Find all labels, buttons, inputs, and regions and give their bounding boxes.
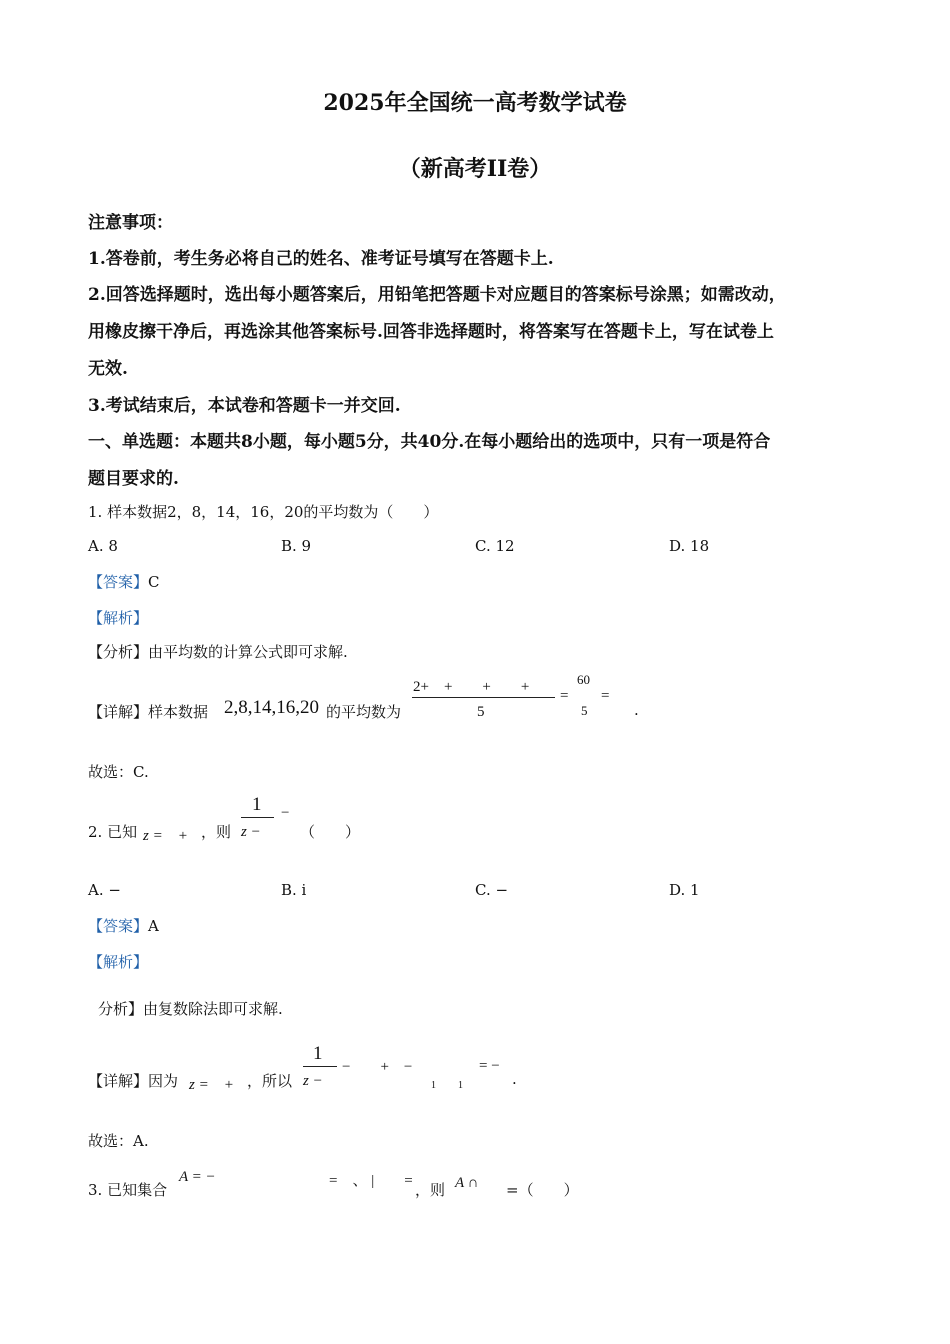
q2-end: . [512, 1070, 517, 1088]
notice-item-2-line-2: 用橡皮擦干净后，再选涂其他答案标号.回答非选择题时，将答案写在答题卡上，写在试卷上 [88, 322, 774, 342]
q1-detail-data: 2,8,14,16,20 [224, 697, 319, 718]
q2-stem-prefix: 2. 已知 [88, 823, 138, 841]
q2-fraction-denominator: z − [241, 824, 261, 840]
q1-answer: C [148, 573, 160, 591]
notice-item-1: 1.答卷前，考生务必将自己的姓名、准考证号填写在答题卡上. [88, 249, 554, 269]
q3-set-mid: = 、 | = [329, 1173, 413, 1189]
q1-detail-mid: 的平均数为 [326, 703, 402, 721]
q1-analysis-tag: 【解析】 [88, 609, 149, 627]
q2-fraction-numerator: 1 [252, 794, 262, 815]
q2-stem-mid: ，则 [201, 823, 232, 841]
section-heading-line-1: 一、单选题：本题共8小题，每小题5分，共40分.在每小题给出的选项中，只有一项是符合 [88, 432, 771, 452]
q2-blank: （ ） [300, 823, 361, 841]
notice-heading: 注意事项： [88, 213, 173, 233]
q2-detail-fraction-denominator: z − [303, 1073, 323, 1089]
q2-minus: − [281, 805, 290, 821]
q2-option-b: B. i [281, 881, 307, 899]
q1-fraction-denominator: 5 [477, 704, 485, 720]
exam-subtitle: （新高考II卷） [398, 156, 552, 182]
q2-detail-z: z = + [189, 1077, 234, 1093]
q2-detail-tail: = − [479, 1058, 500, 1074]
q1-fraction-bar [412, 697, 555, 698]
q1-end: . [634, 701, 639, 719]
q2-detail-mid: ，所以 [247, 1072, 293, 1090]
q1-fenxi: 【分析】由平均数的计算公式即可求解. [88, 643, 348, 661]
q2-z-expression: z = + [143, 828, 188, 844]
q2-answer-row [88, 915, 159, 936]
q1-option-c: C. 12 [475, 537, 515, 555]
q3-stem-mid: ，则 [415, 1181, 446, 1199]
q2-detail-small-2: 1 [458, 1080, 463, 1091]
q2-fenxi: 分析】由复数除法即可求解. [98, 1000, 283, 1018]
q2-detail-fraction-bar [303, 1066, 337, 1067]
answer-tag: 【答案】 [88, 917, 149, 935]
q2-detail-small-1: 1 [431, 1080, 436, 1091]
q2-fraction-bar [241, 817, 274, 818]
q1-stem: 1. 样本数据2，8，14，16，20的平均数为（ ） [88, 503, 439, 521]
q2-detail-fraction-numerator: 1 [313, 1043, 323, 1064]
q2-analysis-tag: 【解析】 [88, 953, 149, 971]
q2-detail-rest: − + − [342, 1059, 413, 1075]
q1-conclusion: 故选：C. [88, 763, 149, 781]
q1-answer-row [88, 571, 160, 592]
q1-equals-1: = [560, 688, 569, 704]
q2-detail-prefix: 【详解】因为 [88, 1072, 179, 1090]
q2-conclusion: 故选：A. [88, 1132, 149, 1150]
q1-fraction2-denominator: 5 [581, 703, 588, 718]
q1-fraction2-numerator: 60 [577, 672, 590, 687]
q3-set-a: A = − [179, 1169, 216, 1185]
exam-title: 2025年全国统一高考数学试卷 [323, 90, 627, 116]
q2-option-d: D. 1 [669, 881, 700, 899]
q1-option-a: A. 8 [88, 537, 118, 555]
q3-stem-prefix: 3. 已知集合 [88, 1181, 168, 1199]
q2-option-a: A. − [88, 881, 121, 899]
q3-blank: =（ ） [506, 1181, 579, 1199]
q1-equals-2: = [601, 688, 610, 704]
q2-option-c: C. − [475, 881, 509, 899]
q2-answer: A [148, 917, 159, 935]
q1-option-d: D. 18 [669, 537, 710, 555]
q1-fraction-numerator: 2+ + + + [413, 679, 530, 695]
notice-item-2-line-3: 无效. [88, 359, 128, 379]
notice-item-3: 3.考试结束后，本试卷和答题卡一并交回. [88, 396, 401, 416]
section-heading-line-2: 题目要求的. [88, 469, 179, 489]
q1-detail-prefix: 【详解】样本数据 [88, 703, 209, 721]
q3-expression: A ∩ [455, 1175, 479, 1191]
q1-option-b: B. 9 [281, 537, 312, 555]
answer-tag: 【答案】 [88, 573, 149, 591]
notice-item-2-line-1: 2.回答选择题时，选出每小题答案后，用铅笔把答题卡对应题目的答案标号涂黑；如需改动， [88, 285, 786, 305]
